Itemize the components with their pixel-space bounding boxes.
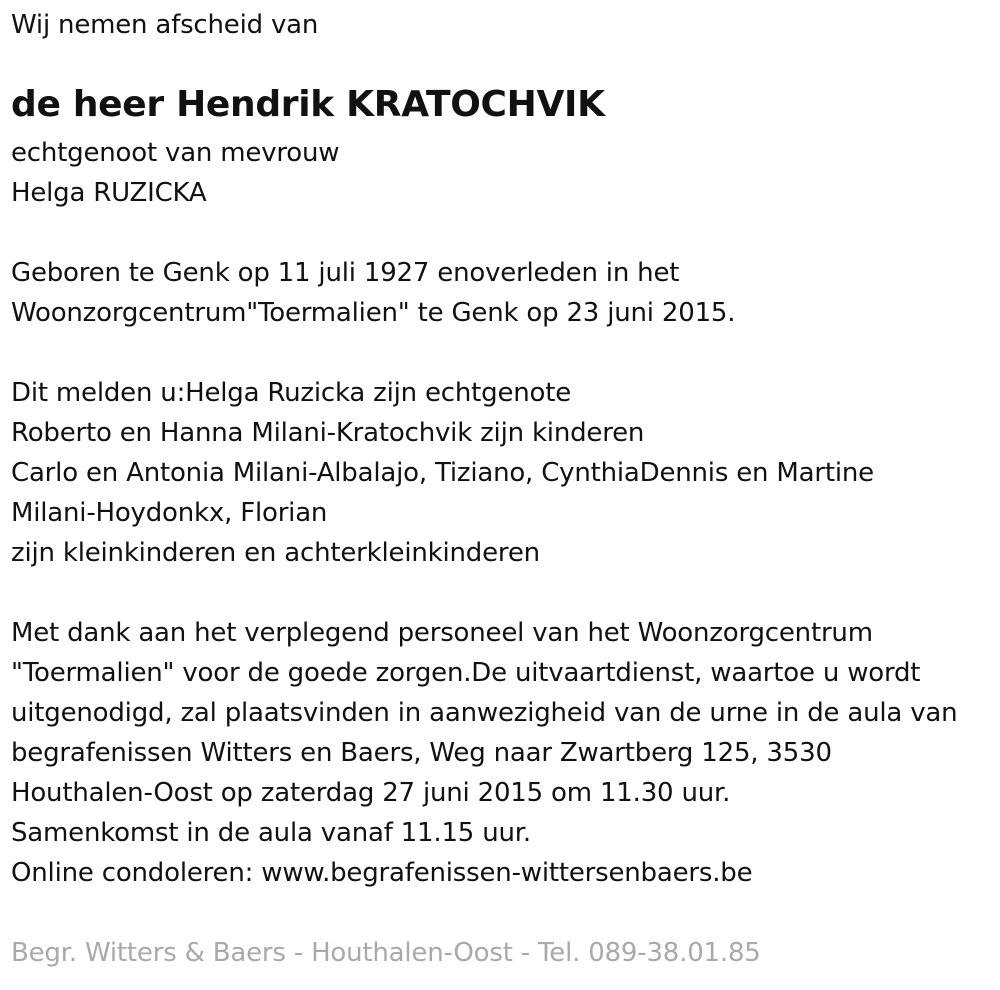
family-line: Carlo en Antonia Milani-Albalajo, Tiziano, CynthiaDennis en Martine: [11, 458, 874, 488]
spouse-line: echtgenoot van mevrouw: [11, 138, 340, 168]
thanks-and-ceremony-block: [11, 613, 957, 893]
thanks-line: Houthalen-Oost op zaterdag 27 juni 2015 om 11.30 uur.: [11, 778, 731, 808]
birth-death-block: [11, 253, 735, 333]
thanks-line: "Toermalien" voor de goede zorgen.De uitvaartdienst, waartoe u wordt: [11, 658, 921, 688]
thanks-line: begrafenissen Witters en Baers, Weg naar Zwartberg 125, 3530: [11, 738, 832, 768]
family-line: Milani-Hoydonkx, Florian: [11, 498, 328, 528]
deceased-name: de heer Hendrik KRATOCHVIK: [11, 84, 605, 125]
online-condolence-line: Online condoleren: www.begrafenissen-wittersenbaers.be: [11, 858, 753, 888]
intro-text: Wij nemen afscheid van: [11, 10, 319, 40]
birth-death-line: Woonzorgcentrum"Toermalien" te Genk op 23 juni 2015.: [11, 298, 736, 328]
gathering-line: Samenkomst in de aula vanaf 11.15 uur.: [11, 818, 531, 848]
spouse-block: [11, 133, 339, 213]
spouse-line: Helga RUZICKA: [11, 178, 207, 208]
family-line: zijn kleinkinderen en achterkleinkinderen: [11, 538, 540, 568]
birth-death-line: Geboren te Genk op 11 juli 1927 enoverleden in het: [11, 258, 680, 288]
family-line: Dit melden u:Helga Ruzicka zijn echtgenote: [11, 378, 572, 408]
thanks-line: uitgenodigd, zal plaatsvinden in aanwezigheid van de urne in de aula van: [11, 698, 958, 728]
family-line: Roberto en Hanna Milani-Kratochvik zijn kinderen: [11, 418, 645, 448]
family-block: [11, 373, 874, 573]
funeral-home-footer: Begr. Witters & Baers - Houthalen-Oost - Tel. 089-38.01.85: [11, 938, 761, 968]
thanks-line: Met dank aan het verplegend personeel van het Woonzorgcentrum: [11, 618, 873, 648]
